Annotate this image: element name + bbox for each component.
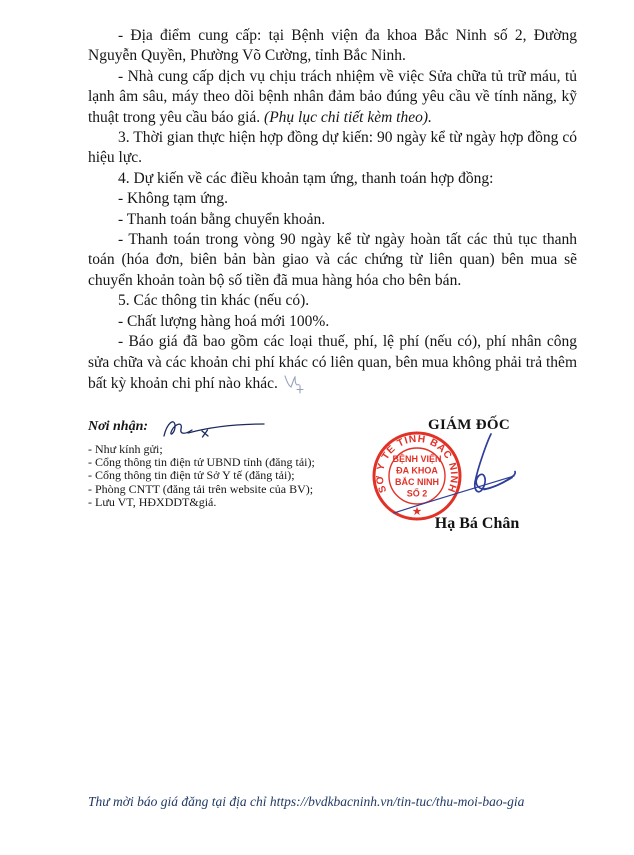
director-signature bbox=[390, 425, 550, 520]
handwritten-initial-icon bbox=[283, 373, 309, 395]
footer-note: Thư mời báo giá đăng tại địa chỉ https://bvdkbacninh.vn/tin-tuc/thu-moi-bao-gia bbox=[88, 794, 525, 809]
stamp-star-icon: ★ bbox=[412, 506, 422, 518]
paragraph-payment-terms-heading bbox=[88, 169, 577, 189]
recipient-item: - Cổng thông tin điện tử Sở Y tế (đăng tải); bbox=[88, 468, 295, 483]
stamp-center-line2: ĐA KHOA bbox=[396, 465, 438, 476]
paragraph-text: - Thanh toán trong vòng 90 ngày kể từ ngày hoàn tất các thủ tục thanh toán (hóa đơn, biên bản bàn giao và các chứng từ liên quan) bên mua sẽ chuyển khoản toàn bộ số tiền đã mua hàng hóa cho bên bán. bbox=[88, 231, 577, 289]
paragraph-text: 3. Thời gian thực hiện hợp đồng dự kiến: 90 ngày kể từ ngày hợp đồng có hiệu lực. bbox=[88, 129, 577, 167]
paragraph-text: - Không tạm ứng. bbox=[118, 190, 228, 208]
paragraph-text: - Chất lượng hàng hoá mới 100%. bbox=[118, 312, 330, 330]
paragraph-contract-duration bbox=[88, 128, 577, 169]
paragraph-supplier-responsibility bbox=[88, 67, 577, 128]
stamp-center-line4: SỐ 2 bbox=[406, 488, 428, 499]
recipient-item: - Phòng CNTT (đăng tải trên website của BV); bbox=[88, 481, 314, 496]
paragraph-text-italic: (Phụ lục chi tiết kèm theo). bbox=[264, 108, 432, 126]
paragraph-no-advance bbox=[88, 189, 577, 209]
paragraph-text: - Báo giá đã bao gồm các loại thuế, phí, lệ phí (nếu có), phí nhân công sửa chữa và các khoản chi phí khác có liên quan, bên mua không phải trả thêm bất kỳ khoản chi phí nào khác. bbox=[88, 333, 577, 392]
paragraph-payment-window bbox=[88, 230, 577, 291]
paragraph-supply-location bbox=[88, 26, 577, 67]
recipient-item: - Lưu VT, HĐXDDT&giá. bbox=[88, 494, 217, 509]
paragraph-text: 4. Dự kiến về các điều khoản tạm ứng, thanh toán hợp đồng: bbox=[118, 169, 494, 187]
recipients-header bbox=[88, 419, 368, 441]
document-body bbox=[88, 26, 577, 395]
paragraph-text: 5. Các thông tin khác (nếu có). bbox=[118, 292, 310, 310]
director-title: GIÁM ĐỐC bbox=[428, 417, 510, 433]
paragraph-text: - Địa điểm cung cấp: tại Bệnh viện đa khoa Bắc Ninh số 2, Đường Nguyễn Quyền, Phường Võ Cường, tỉnh Bắc Ninh. bbox=[88, 27, 577, 65]
recipient-item: - Cổng thông tin điện tử UBND tỉnh (đăng tải); bbox=[88, 455, 315, 470]
paragraph-other-info-heading bbox=[88, 291, 577, 311]
noi-nhan-label: Nơi nhận: bbox=[88, 419, 149, 434]
stamp-ring-text: SỞ Y TẾ TỈNH BẮC NINH bbox=[374, 433, 460, 495]
director-name: Hạ Bá Chân bbox=[434, 515, 520, 532]
handwritten-scribble-icon bbox=[158, 415, 273, 445]
paragraph-price-inclusive bbox=[88, 332, 577, 395]
paragraph-text: - Nhà cung cấp dịch vụ chịu trách nhiệm về việc Sửa chữa tủ trữ máu, tủ lạnh âm sâu, máy theo dõi bệnh nhân đảm bảo đúng yêu cầu về tính năng, kỹ thuật trong yêu cầu báo giá. bbox=[88, 67, 577, 126]
recipient-item: - Như kính gửi; bbox=[88, 442, 163, 456]
stamp-center-line3: BẮC NINH bbox=[395, 477, 439, 487]
recipients-list bbox=[88, 443, 368, 509]
recipients-block bbox=[88, 419, 368, 509]
paragraph-bank-transfer bbox=[88, 210, 577, 230]
stamp-center-line1: BỆNH VIỆN bbox=[392, 454, 442, 464]
paragraph-text: - Thanh toán bằng chuyển khoản. bbox=[118, 210, 326, 228]
paragraph-quality bbox=[88, 312, 577, 332]
